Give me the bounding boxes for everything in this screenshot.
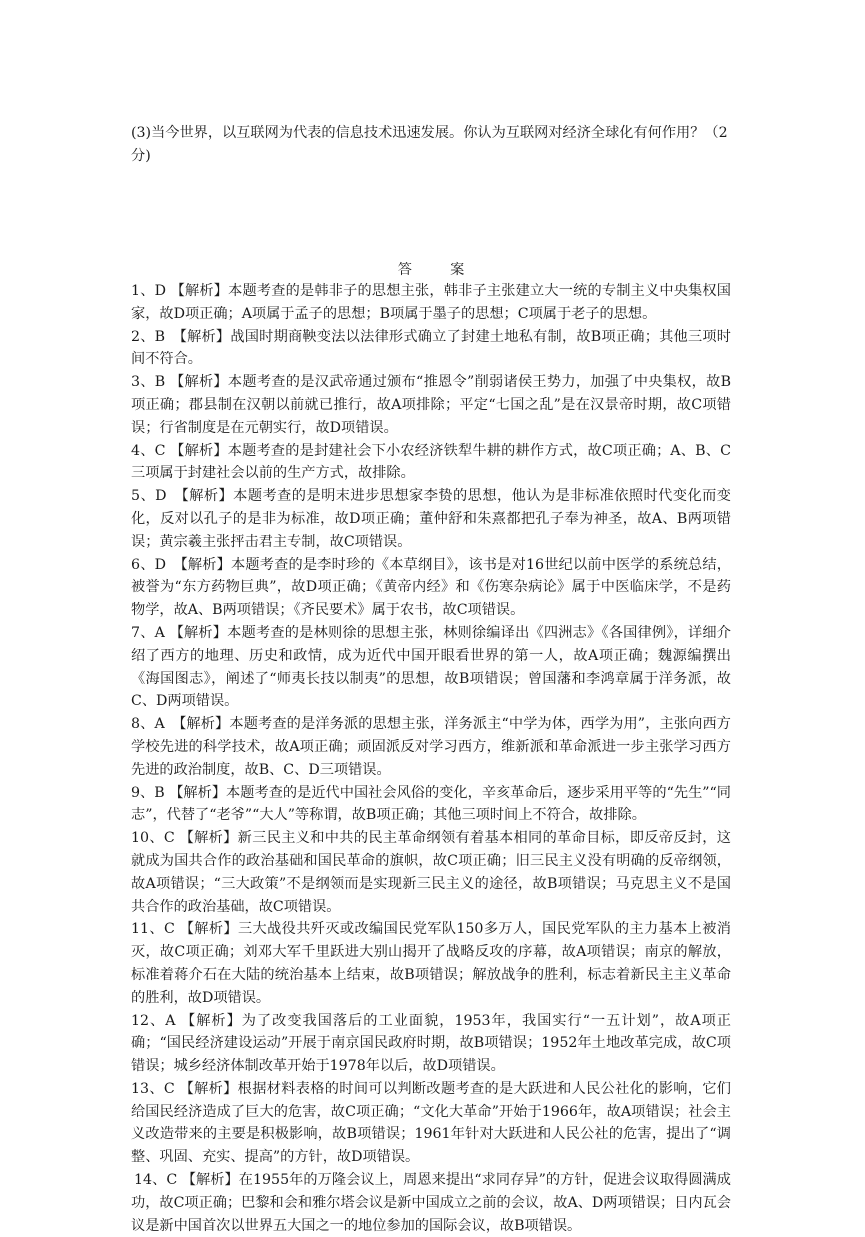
answer-12: 12、A 【解析】为了改变我国落后的工业面貌，1953年，我国实行“一五计划”，故A项正确；“国民经济建设运动”开展于南京国民政府时期，故B项错误；1952年土地改革完成，故C项错误；城乡经济体制改革开始于1978年以后，故D项错误。 [131, 1012, 731, 1075]
answer-7: 7、A 【解析】本题考查的是林则徐的思想主张，林则徐编译出《四洲志》《各国律例》，详细介绍了西方的地理、历史和政情，成为近代中国开眼看世界的第一人，故A项正确；魏源编撰出《海国图志》，阐述了“师夷长技以制夷”的思想，故B项错误；曾国藩和李鸿章属于洋务派，故C、D两项错误。 [131, 624, 731, 710]
answer-6: 6、D 【解析】本题考查的是李时珍的《本草纲目》，该书是对16世纪以前中医学的系统总结，被誉为“东方药物巨典”，故D项正确；《黄帝内经》和《伤寒杂病论》属于中医临床学，不是药物学，故A、B两项错误；《齐民要术》属于农书，故C项错误。 [131, 556, 731, 619]
answer-4: 4、C 【解析】本题考查的是封建社会下小农经济铁犁牛耕的耕作方式，故C项正确；A、B、C三项属于封建社会以前的生产方式，故排除。 [131, 442, 731, 482]
answer-1: 1、D 【解析】本题考查的是韩非子的思想主张，韩非子主张建立大一统的专制主义中央集权国家，故D项正确；A项属于孟子的思想；B项属于墨子的思想；C项属于老子的思想。 [131, 283, 731, 322]
answer-3: 3、B 【解析】本题考查的是汉武帝通过颁布“推恩令”削弱诸侯王势力，加强了中央集权，故B项正确；郡县制在汉朝以前就已推行，故A项排除；平定“七国之乱”是在汉景帝时期，故C项错误；行省制度是在元朝实行，故D项错误。 [131, 374, 731, 436]
answer-9: 9、B 【解析】本题考查的是近代中国社会风俗的变化，辛亥革命后，逐步采用平等的“先生”“同志”，代替了“老爷”“大人”等称谓，故B项正确；其他三项时间上不符合，故排除。 [131, 784, 731, 824]
answer-10: 10、C 【解析】新三民主义和中共的民主革命纲领有着基本相同的革命目标，即反帝反封，这就成为国共合作的政治基础和国民革命的旗帜，故C项正确；旧三民主义没有明确的反帝纲领，故A项错误；“三大政策”不是纲领而是实现新三民主义的途径，故B项错误；马克思主义不是国共合作的政治基础，故C项错误。 [131, 830, 731, 915]
answer-2: 2、B 【解析】战国时期商鞅变法以法律形式确立了封建土地私有制，故B项正确；其他三项时间不符合。 [131, 328, 731, 368]
answer-14: 14、C 【解析】在1955年的万隆会议上，周恩来提出“求同存异”的方针，促进会议取得圆满成功，故C项正确；巴黎和会和雅尔塔会议是新中国成立之前的会议，故A、D两项错误；日内瓦会议是新中国首次以世界五大国之一的地位参加的国际会议，故B项错误。 [131, 1172, 731, 1234]
answers-heading: 答 案 [397, 262, 477, 278]
question-3-text: (3)当今世界，以互联网为代表的信息技术迅速发展。你认为互联网对经济全球化有何作用？（2 分) [131, 125, 728, 164]
answer-11: 11、C 【解析】三大战役共歼灭或改编国民党军队150多万人，国民党军队的主力基本上被消灭，故C项正确；刘邓大军千里跃进大别山揭开了战略反攻的序幕，故A项错误；南京的解放，标准着蒋介石在大陆的统治基本上结束，故B项错误；解放战争的胜利，标志着新民主主义革命的胜利，故D项错误。 [131, 921, 731, 1006]
answer-8: 8、A 【解析】本题考查的是洋务派的思想主张，洋务派主“中学为体，西学为用”，主张向西方学校先进的科学技术，故A项正确；顽固派反对学习西方，维新派和革命派进一步主张学习西方先进的政治制度，故B、C、D三项错误。 [131, 716, 731, 778]
answer-5: 5、D 【解析】本题考查的是明末进步思想家李贽的思想，他认为是非标准依照时代变化而变化，反对以孔子的是非为标准，故D项正确；董仲舒和朱熹都把孔子奉为神圣，故A、B两项错误；黄宗羲主张抨击君主专制，故C项错误。 [131, 488, 731, 550]
answer-13: 13、C 【解析】根据材料表格的时间可以判断改题考查的是大跃进和人民公社化的影响，它们给国民经济造成了巨大的危害，故C项正确；“文化大革命”开始于1966年，故A项错误；社会主义改造带来的主要是积极影响，故B项错误；1961年针对大跃进和人民公社的危害，提出了“调整、巩固、充实、提高”的方针，故D项错误。 [131, 1080, 731, 1166]
document-page [131, 122, 731, 1237]
